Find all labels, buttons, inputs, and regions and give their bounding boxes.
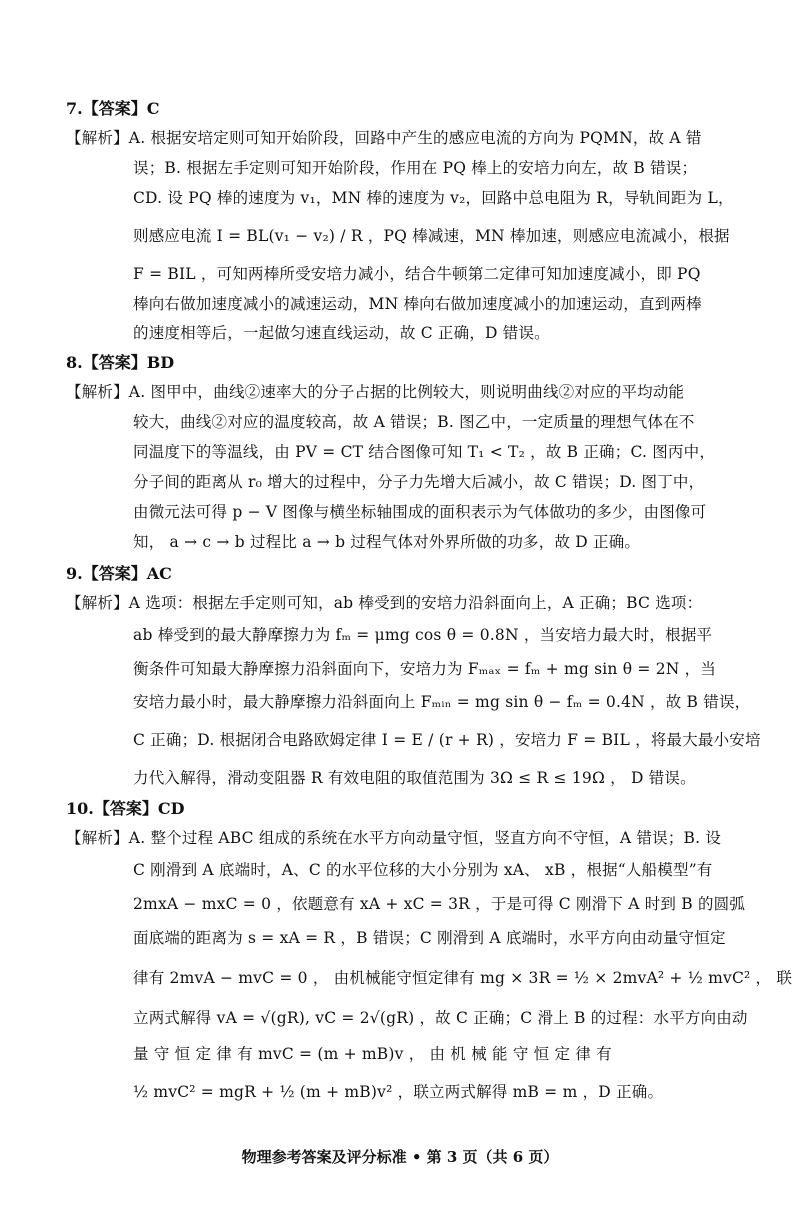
q8-line-3: 同温度下的等温线，由 PV = CT 结合图像可知 T₁ < T₂ ，故 B 正确；C. 图丙中，: [133, 443, 716, 461]
q10-line-4: 面底端的距离为 s = xA = R ，B 错误；C 刚滑到 A 底端时，水平方向由动量守恒定: [133, 929, 726, 947]
q8-line-2: 较大，曲线②对应的温度较高，故 A 错误；B. 图乙中，一定质量的理想气体在不: [133, 413, 695, 431]
q10-line-2: C 刚滑到 A 底端时，A、C 的水平位移的大小分别为 xA、 xB ，根据“人船模型”有: [133, 861, 713, 879]
q9-line-1: 【解析】A 选项：根据左手定则可知，ab 棒受到的安培力沿斜面向上，A 正确；BC 选项：: [66, 594, 703, 612]
q7-header: 7.【答案】C: [66, 99, 160, 118]
q8-line-6: 知， a → c → b 过程比 a → b 过程气体对外界所做的功多，故 D 正确。: [133, 533, 641, 551]
q8-header: 8.【答案】BD: [66, 353, 175, 372]
q7-line-5: F = BIL ，可知两棒所受安培力减小，结合牛顿第二定律可知加速度减小，即 PQ: [133, 265, 701, 283]
q10-line-3: 2mxA − mxC = 0 ，依题意有 xA + xC = 3R ，于是可得 C 刚滑下 A 时到 B 的圆弧: [133, 895, 746, 913]
q9-header: 9.【答案】AC: [66, 564, 172, 583]
q7-line-7: 的速度相等后，一起做匀速直线运动，故 C 正确，D 错误。: [133, 324, 550, 342]
q7-line-1: 【解析】A. 根据安培定则可知开始阶段，回路中产生的感应电流的方向为 PQMN，故 A 错: [66, 129, 702, 147]
q8-line-4: 分子间的距离从 r₀ 增大的过程中，分子力先增大后减小，故 C 错误；D. 图丁中，: [133, 473, 705, 491]
q10-header: 10.【答案】CD: [66, 799, 185, 818]
q8-line-1: 【解析】A. 图甲中，曲线②速率大的分子占据的比例较大，则说明曲线②对应的平均动能: [66, 383, 685, 401]
page-footer: 物理参考答案及评分标准 • 第 3 页（共 6 页）: [241, 1148, 559, 1166]
q9-line-4: 安培力最小时，最大静摩擦力沿斜面向上 Fₘᵢₙ = mg sin θ − fₘ = 0.4N ，故 B 错误，: [133, 693, 751, 711]
q8-line-5: 由微元法可得 p − V 图像与横坐标轴围成的面积表示为气体做功的多少，由图像可: [133, 503, 707, 521]
q10-line-1: 【解析】A. 整个过程 ABC 组成的系统在水平方向动量守恒，竖直方向不守恒，A 错误；B. 设: [66, 829, 722, 847]
q9-line-5: C 正确；D. 根据闭合电路欧姆定律 I = E / (r + R) ，安培力 F = BIL ，将最大最小安培: [133, 731, 761, 749]
q7-line-4: 则感应电流 I = BL(v₁ − v₂) / R ，PQ 棒减速，MN 棒加速，则感应电流减小，根据: [133, 227, 730, 245]
q9-line-2: ab 棒受到的最大静摩擦力为 fₘ = μmg cos θ = 0.8N ，当安培力最大时，根据平: [133, 626, 713, 644]
q9-line-3: 衡条件可知最大静摩擦力沿斜面向下，安培力为 Fₘₐₓ = fₘ + mg sin θ = 2N ，当: [133, 660, 717, 678]
q10-line-8: ½ mvC² = mgR + ½ (m + mB)v² ，联立两式解得 mB = m ，D 正确。: [133, 1083, 664, 1101]
q7-line-3: CD. 设 PQ 棒的速度为 v₁，MN 棒的速度为 v₂，回路中总电阻为 R，导轨间距为 L，: [133, 189, 734, 207]
q10-line-6: 立两式解得 vA = √(gR), vC = 2√(gR) ，故 C 正确；C 滑上 B 的过程：水平方向由动: [133, 1009, 748, 1027]
q10-line-5: 律有 2mvA − mvC = 0 ， 由机械能守恒定律有 mg × 3R = ½ × 2mvA² + ½ mvC² ， 联: [133, 969, 793, 987]
q10-line-7: 量 守 恒 定 律 有 mvC = (m + mB)v ， 由 机 械 能 守 恒 定 律 有: [133, 1045, 612, 1063]
q7-line-6: 棒向右做加速度减小的减速运动，MN 棒向右做加速度减小的加速运动，直到两棒: [133, 295, 702, 313]
q9-line-6: 力代入解得，滑动变阻器 R 有效电阻的取值范围为 3Ω ≤ R ≤ 19Ω ， D 错误。: [133, 769, 696, 787]
q7-line-2: 误；B. 根据左手定则可知开始阶段，作用在 PQ 棒上的安培力向左，故 B 错误；: [133, 159, 698, 177]
